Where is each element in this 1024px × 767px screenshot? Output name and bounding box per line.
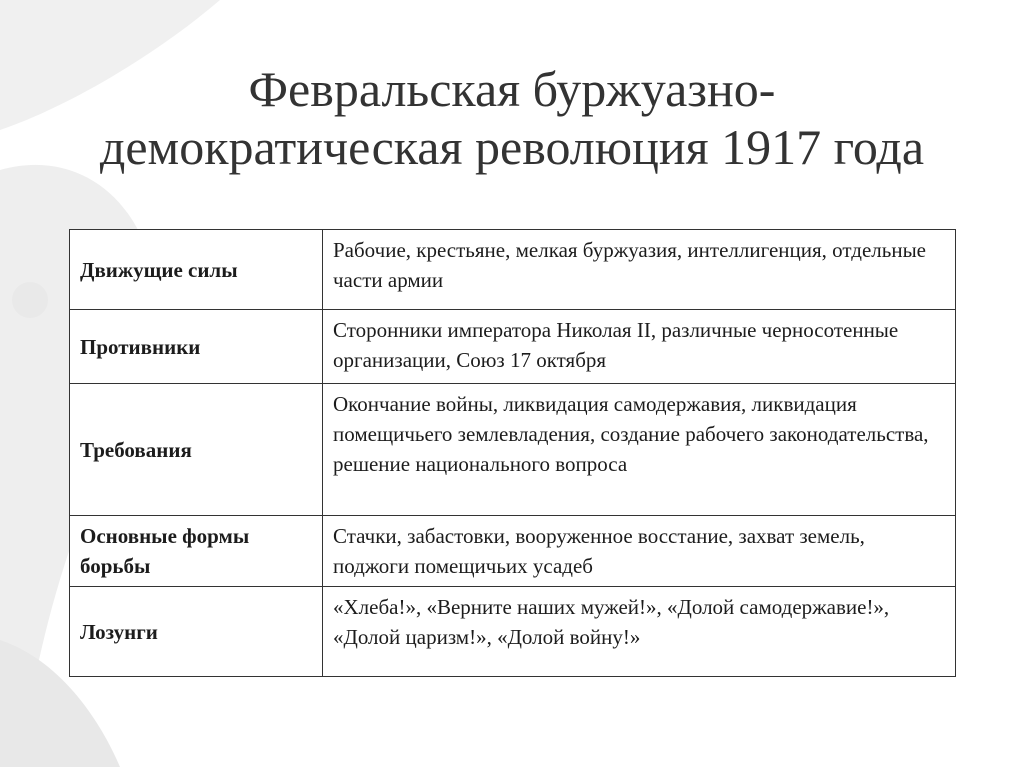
row-value: Сторонники императора Николая II, различные черносотенные организации, Союз 17 октября <box>323 310 956 384</box>
table-row <box>70 310 956 384</box>
row-label: Движущие силы <box>70 230 323 310</box>
table-row <box>70 230 956 310</box>
row-label: Противники <box>70 310 323 384</box>
row-label: Основные формы борьбы <box>70 516 323 587</box>
slide-title <box>40 60 984 176</box>
row-value: Рабочие, крестьяне, мелкая буржуазия, интеллигенция, отдельные части армии <box>323 230 956 310</box>
row-value: Стачки, забастовки, вооруженное восстание, захват земель, поджоги помещичьих усадеб <box>323 516 956 587</box>
row-label: Требования <box>70 384 323 516</box>
table-row <box>70 384 956 516</box>
table-row <box>70 587 956 677</box>
title-line-2: демократическая революция 1917 года <box>99 119 925 175</box>
info-table <box>69 229 956 677</box>
title-line-1: Февральская буржуазно- <box>248 61 776 117</box>
row-label: Лозунги <box>70 587 323 677</box>
row-value: Окончание войны, ликвидация самодержавия, ликвидация помещичьего землевладения, создание рабочего законодательства, решение национального вопроса <box>323 384 956 516</box>
decor-circle <box>12 282 48 318</box>
table-row <box>70 516 956 587</box>
row-value: «Хлеба!», «Верните наших мужей!», «Долой самодержавие!», «Долой царизм!», «Долой войну!» <box>323 587 956 677</box>
